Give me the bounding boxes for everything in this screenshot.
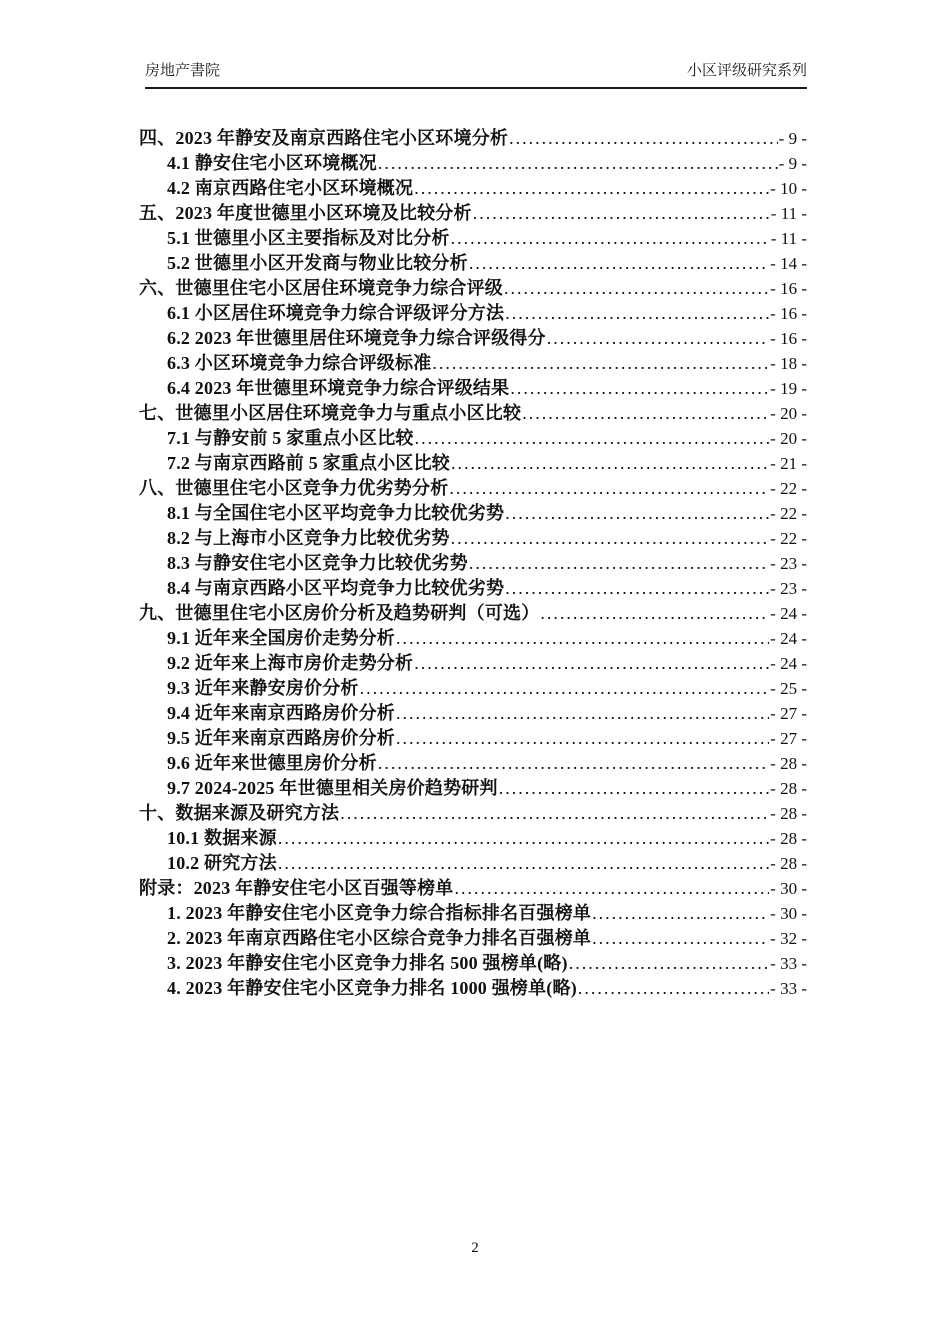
toc-entry[interactable]	[139, 451, 807, 476]
toc-entry-page: - 20 -	[770, 404, 807, 423]
toc-leader-dots	[378, 151, 778, 176]
toc-entry-title: 9.6 近年来世德里房价分析	[167, 753, 377, 773]
toc-entry[interactable]	[139, 176, 807, 201]
toc-entry[interactable]	[139, 601, 807, 626]
toc-entry[interactable]	[139, 876, 807, 901]
toc-entry-title: 8.3 与静安住宅小区竞争力比较优劣势	[167, 553, 468, 573]
toc-entry-title: 9.2 近年来上海市房价走势分析	[167, 653, 414, 673]
toc-entry[interactable]	[139, 426, 807, 451]
toc-entry-page: - 14 -	[770, 254, 807, 273]
toc-entry-title: 五、2023 年度世德里小区环境及比较分析	[139, 203, 472, 223]
toc-entry-page: - 33 -	[770, 979, 807, 998]
toc-entry-page: - 11 -	[770, 229, 807, 248]
toc-entry[interactable]	[139, 801, 807, 826]
toc-leader-dots	[340, 801, 769, 826]
toc-entry-title: 9.1 近年来全国房价走势分析	[167, 628, 395, 648]
toc-entry[interactable]	[139, 401, 807, 426]
toc-entry-page: - 24 -	[770, 604, 807, 623]
toc-entry[interactable]	[139, 726, 807, 751]
page-footer	[0, 1240, 950, 1257]
toc-leader-dots	[473, 201, 770, 226]
toc-entry-page: - 23 -	[770, 554, 807, 573]
toc-entry-title: 8.2 与上海市小区竞争力比较优劣势	[167, 528, 450, 548]
toc-entry-page: - 23 -	[770, 579, 807, 598]
toc-entry-title: 九、世德里住宅小区房价分析及趋势研判（可选）	[139, 603, 540, 623]
toc-leader-dots	[396, 701, 769, 726]
toc-leader-dots	[592, 901, 769, 926]
toc-entry-page: - 21 -	[770, 454, 807, 473]
toc-entry-page: - 28 -	[770, 854, 807, 873]
toc-leader-dots	[455, 876, 770, 901]
toc-entry-title: 附录：2023 年静安住宅小区百强等榜单	[139, 878, 454, 898]
toc-leader-dots	[547, 326, 769, 351]
toc-leader-dots	[278, 826, 769, 851]
toc-entry-page: - 28 -	[770, 829, 807, 848]
toc-leader-dots	[451, 451, 769, 476]
toc-leader-dots	[278, 851, 769, 876]
toc-entry-title: 4.2 南京西路住宅小区环境概况	[167, 178, 414, 198]
toc-entry-page: - 16 -	[770, 279, 807, 298]
toc-entry[interactable]	[139, 901, 807, 926]
toc-leader-dots	[414, 176, 769, 201]
toc-entry-title: 1. 2023 年静安住宅小区竞争力综合指标排名百强榜单	[167, 903, 592, 923]
toc-entry[interactable]	[139, 851, 807, 876]
header-right-text: 小区评级研究系列	[686, 63, 807, 79]
toc-entry[interactable]	[139, 551, 807, 576]
toc-entry-title: 6.3 小区环境竞争力综合评级标准	[167, 353, 432, 373]
toc-entry[interactable]	[139, 276, 807, 301]
toc-leader-dots	[469, 251, 769, 276]
toc-entry[interactable]	[139, 351, 807, 376]
page-header	[145, 60, 807, 82]
toc-entry-page: - 24 -	[770, 629, 807, 648]
toc-entry-title: 10.2 研究方法	[167, 853, 277, 873]
toc-entry-title: 八、世德里住宅小区竞争力优劣势分析	[139, 478, 449, 498]
toc-leader-dots	[449, 476, 769, 501]
toc-entry[interactable]	[139, 826, 807, 851]
toc-entry-page: - 28 -	[770, 754, 807, 773]
toc-entry[interactable]	[139, 576, 807, 601]
toc-entry-title: 六、世德里住宅小区居住环境竞争力综合评级	[139, 278, 503, 298]
toc-entry[interactable]	[139, 926, 807, 951]
toc-entry[interactable]	[139, 526, 807, 551]
table-of-contents	[139, 126, 807, 1001]
toc-entry-page: - 28 -	[770, 804, 807, 823]
toc-entry-title: 9.3 近年来静安房价分析	[167, 678, 359, 698]
toc-leader-dots	[504, 276, 769, 301]
toc-entry-page: - 28 -	[770, 779, 807, 798]
toc-leader-dots	[578, 976, 769, 1001]
toc-entry-title: 8.1 与全国住宅小区平均竞争力比较优劣势	[167, 503, 505, 523]
toc-entry-title: 4.1 静安住宅小区环境概况	[167, 153, 377, 173]
toc-entry[interactable]	[139, 626, 807, 651]
toc-entry-page: - 22 -	[770, 504, 807, 523]
toc-entry-title: 6.2 2023 年世德里居住环境竞争力综合评级得分	[167, 328, 546, 348]
page-number: 2	[471, 1240, 479, 1256]
toc-entry-page: - 16 -	[770, 329, 807, 348]
toc-entry[interactable]	[139, 751, 807, 776]
toc-leader-dots	[569, 951, 769, 976]
toc-leader-dots	[522, 401, 769, 426]
header-rule	[145, 87, 807, 89]
toc-leader-dots	[451, 226, 770, 251]
toc-entry[interactable]	[139, 676, 807, 701]
toc-entry-page: - 27 -	[770, 729, 807, 748]
toc-entry[interactable]	[139, 126, 807, 151]
toc-entry[interactable]	[139, 201, 807, 226]
toc-entry-title: 5.1 世德里小区主要指标及对比分析	[167, 228, 450, 248]
toc-entry[interactable]	[139, 976, 807, 1001]
toc-entry[interactable]	[139, 151, 807, 176]
toc-leader-dots	[509, 126, 778, 151]
toc-entry-title: 4. 2023 年静安住宅小区竞争力排名 1000 强榜单(略)	[167, 978, 577, 998]
toc-entry[interactable]	[139, 501, 807, 526]
toc-entry[interactable]	[139, 476, 807, 501]
toc-entry-page: - 22 -	[770, 529, 807, 548]
toc-entry-title: 9.5 近年来南京西路房价分析	[167, 728, 395, 748]
toc-leader-dots	[378, 751, 769, 776]
toc-entry-title: 7.2 与南京西路前 5 家重点小区比较	[167, 453, 450, 473]
toc-entry[interactable]	[139, 301, 807, 326]
toc-entry[interactable]	[139, 326, 807, 351]
toc-leader-dots	[469, 551, 769, 576]
toc-leader-dots	[415, 426, 770, 451]
toc-entry-page: - 24 -	[770, 654, 807, 673]
toc-entry-page: - 16 -	[770, 304, 807, 323]
toc-entry-title: 5.2 世德里小区开发商与物业比较分析	[167, 253, 468, 273]
toc-leader-dots	[540, 601, 769, 626]
toc-entry-title: 10.1 数据来源	[167, 828, 277, 848]
toc-leader-dots	[592, 926, 769, 951]
toc-entry-title: 8.4 与南京西路小区平均竞争力比较优劣势	[167, 578, 505, 598]
toc-entry-title: 6.4 2023 年世德里环境竞争力综合评级结果	[167, 378, 510, 398]
toc-leader-dots	[510, 376, 769, 401]
header-left-text: 房地产書院	[145, 63, 221, 79]
toc-entry-page: - 30 -	[770, 904, 807, 923]
toc-entry-title: 2. 2023 年南京西路住宅小区综合竞争力排名百强榜单	[167, 928, 592, 948]
toc-entry-page: - 18 -	[770, 354, 807, 373]
toc-leader-dots	[414, 651, 769, 676]
toc-leader-dots	[499, 776, 769, 801]
toc-entry-title: 7.1 与静安前 5 家重点小区比较	[167, 428, 414, 448]
toc-leader-dots	[505, 501, 769, 526]
toc-entry-page: - 22 -	[770, 479, 807, 498]
toc-entry[interactable]	[139, 376, 807, 401]
toc-leader-dots	[396, 626, 769, 651]
toc-leader-dots	[505, 301, 769, 326]
toc-entry[interactable]	[139, 651, 807, 676]
toc-entry-page: - 19 -	[770, 379, 807, 398]
toc-leader-dots	[360, 676, 770, 701]
toc-entry-page: - 10 -	[770, 179, 807, 198]
toc-entry-title: 9.7 2024-2025 年世德里相关房价趋势研判	[167, 778, 498, 798]
toc-entry[interactable]	[139, 951, 807, 976]
toc-entry-page: - 30 -	[770, 879, 807, 898]
toc-entry-page: - 33 -	[770, 954, 807, 973]
toc-entry[interactable]	[139, 251, 807, 276]
toc-entry-page: - 9 -	[778, 154, 807, 173]
toc-entry-title: 七、世德里小区居住环境竞争力与重点小区比较	[139, 403, 522, 423]
toc-leader-dots	[396, 726, 769, 751]
toc-leader-dots	[451, 526, 770, 551]
toc-entry-title: 3. 2023 年静安住宅小区竞争力排名 500 强榜单(略)	[167, 953, 568, 973]
toc-entry[interactable]	[139, 776, 807, 801]
toc-entry-title: 四、2023 年静安及南京西路住宅小区环境分析	[139, 128, 509, 148]
toc-entry-title: 6.1 小区居住环境竞争力综合评级评分方法	[167, 303, 505, 323]
toc-leader-dots	[505, 576, 769, 601]
toc-leader-dots	[432, 351, 769, 376]
toc-entry-page: - 11 -	[770, 204, 807, 223]
toc-entry-title: 9.4 近年来南京西路房价分析	[167, 703, 395, 723]
toc-entry-page: - 32 -	[770, 929, 807, 948]
toc-entry-title: 十、数据来源及研究方法	[139, 803, 340, 823]
toc-entry-page: - 20 -	[770, 429, 807, 448]
toc-entry-page: - 27 -	[770, 704, 807, 723]
toc-entry[interactable]	[139, 226, 807, 251]
toc-entry[interactable]	[139, 701, 807, 726]
toc-entry-page: - 25 -	[770, 679, 807, 698]
toc-entry-page: - 9 -	[778, 129, 807, 148]
